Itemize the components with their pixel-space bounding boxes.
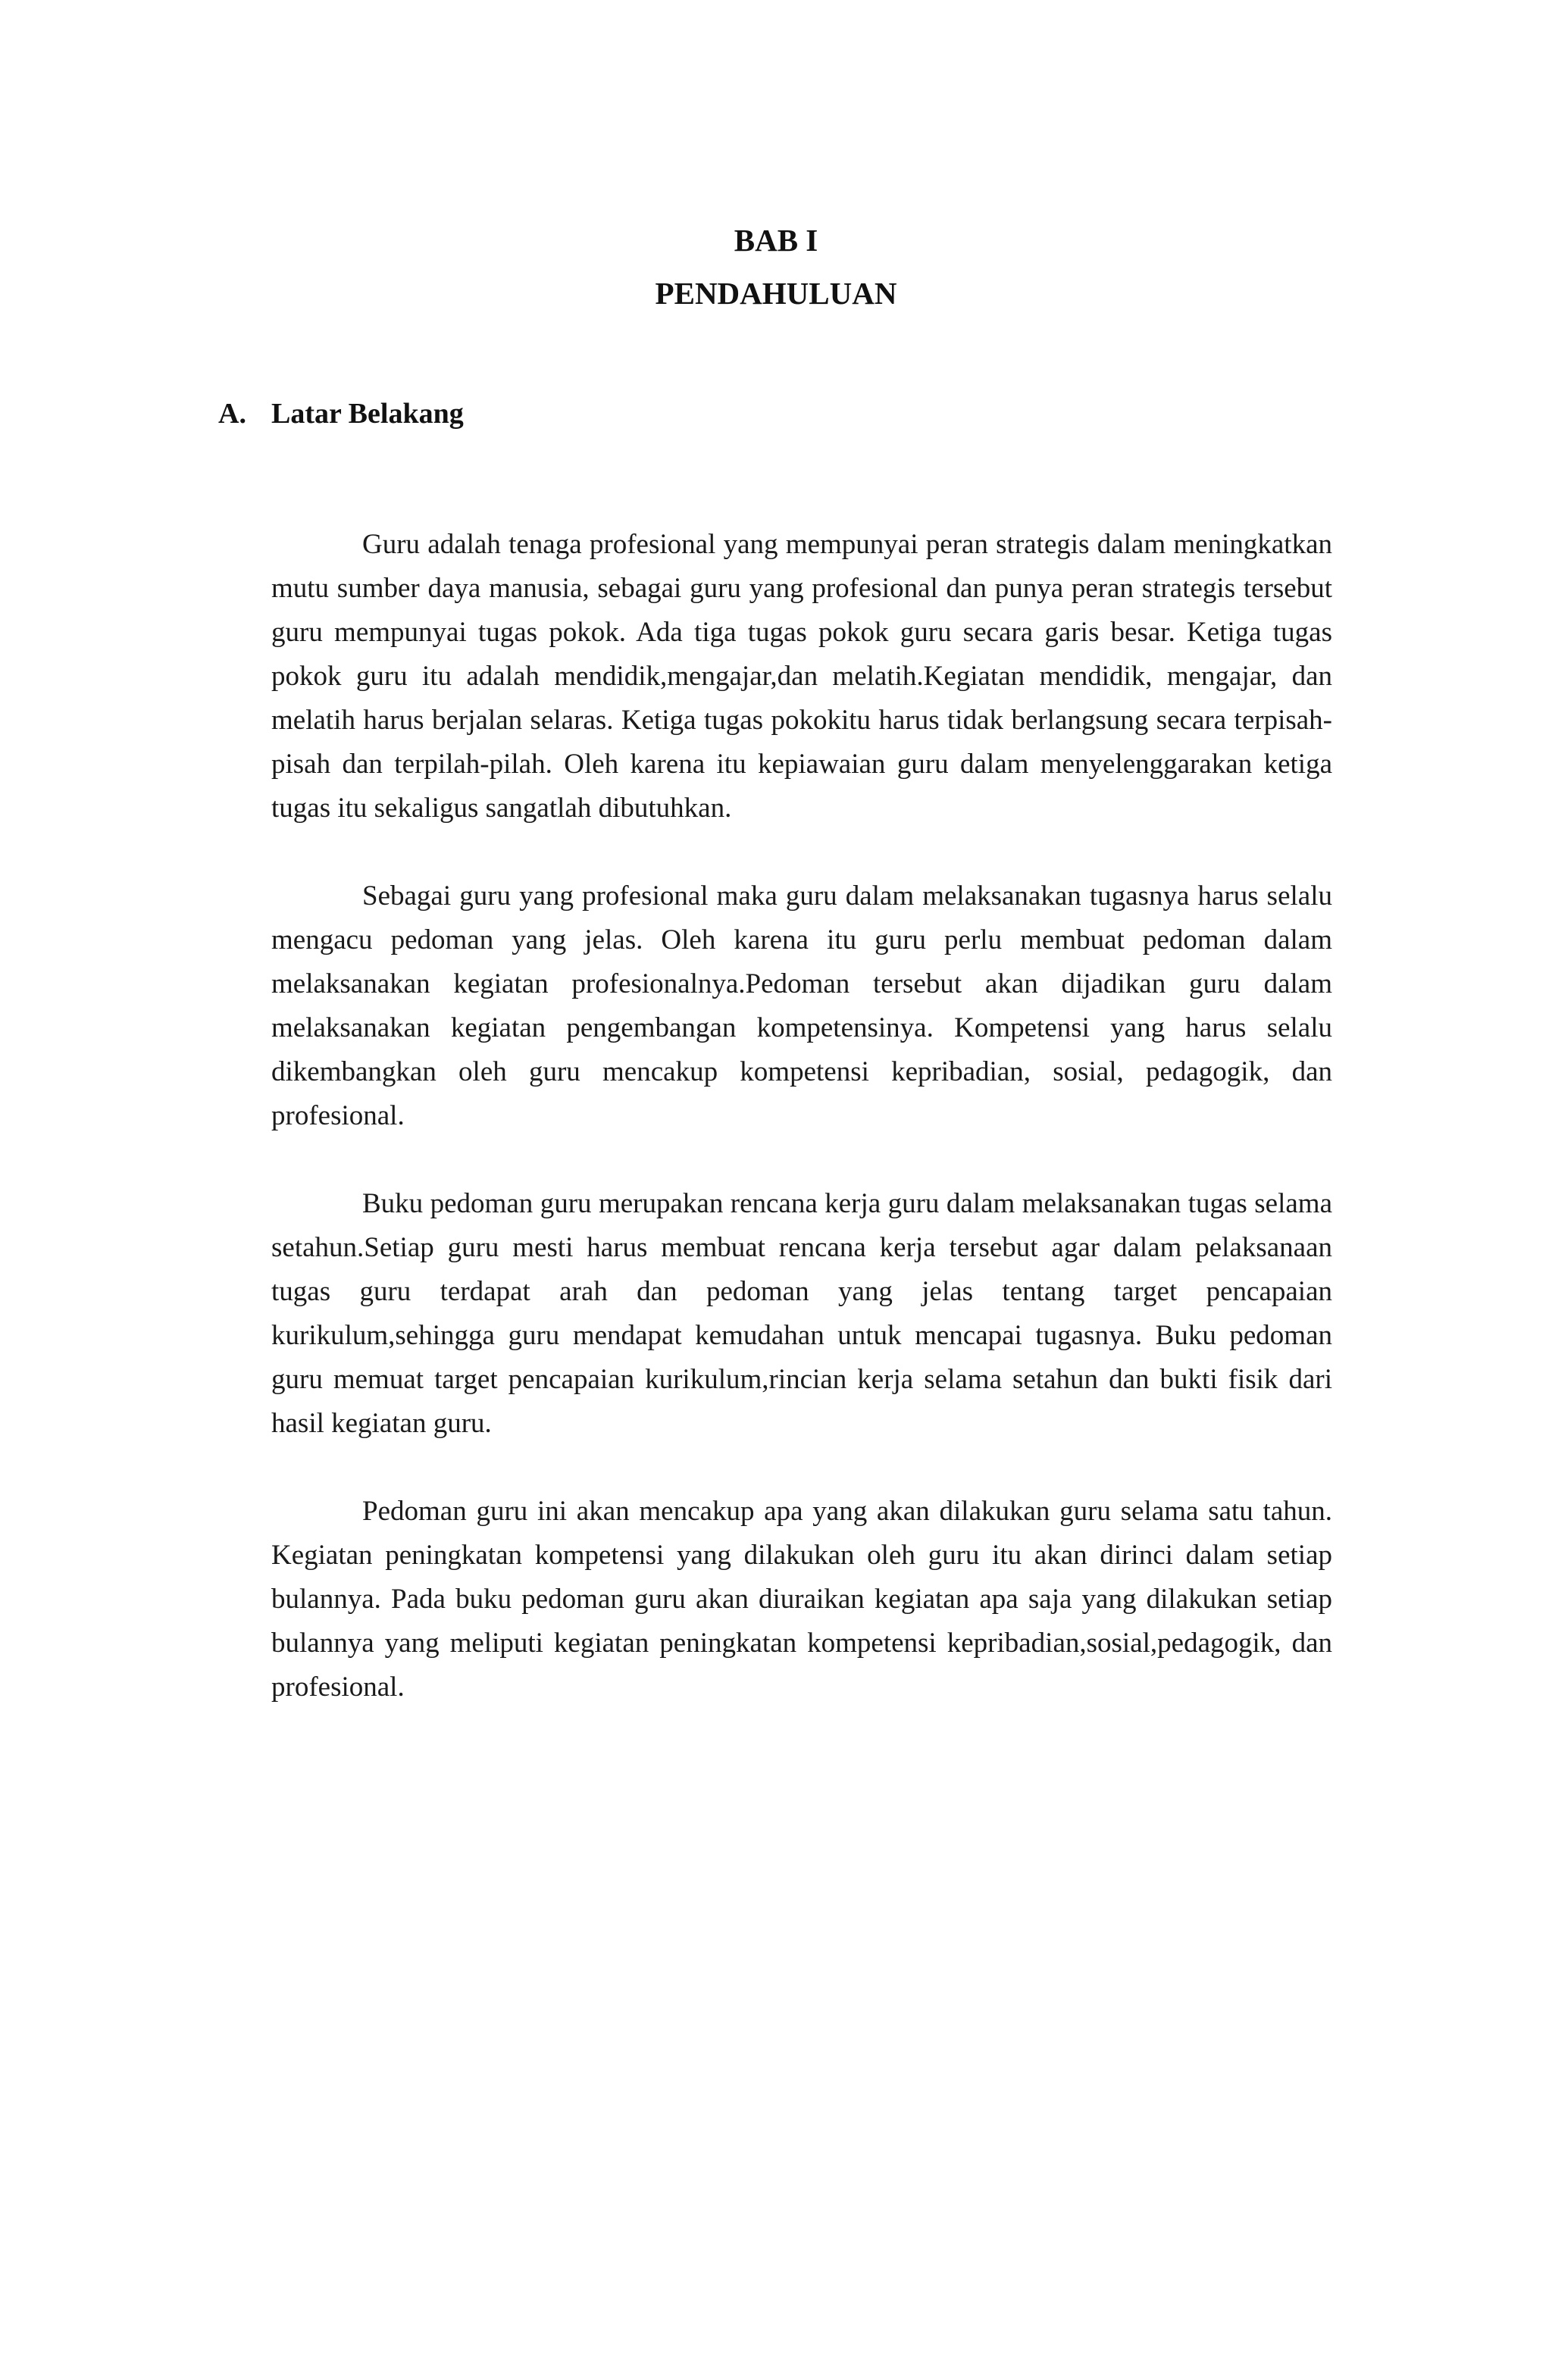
paragraph: Buku pedoman guru merupakan rencana kerja guru dalam melaksanakan tugas selama setahun.Setiap guru mesti harus membuat rencana kerja tersebut agar dalam pelaksanaan tugas guru terdapat arah dan pedoman yang jelas tentang target pencapaian kurikulum,sehingga guru mendapat kemudahan untuk mencapai tugasnya. Buku pedoman guru memuat target pencapaian kurikulum,rincian kerja selama setahun dan bukti fisik dari hasil kegiatan guru. <box>271 1188 1332 1439</box>
chapter-number: BAB I <box>734 223 818 258</box>
section-title: Latar Belakang <box>271 398 464 430</box>
section-heading <box>218 392 464 435</box>
paragraph: Guru adalah tenaga profesional yang mempunyai peran strategis dalam meningkatkan mutu sumber daya manusia, sebagai guru yang profesional dan punya peran strategis tersebut guru mempunyai tugas pokok. Ada tiga tugas pokok guru secara garis besar. Ketiga tugas pokok guru itu adalah mendidik,mengajar,dan melatih.Kegiatan mendidik, mengajar, dan melatih harus berjalan selaras. Ketiga tugas pokokitu harus tidak berlangsung secara terpisah-pisah dan terpilah-pilah. Oleh karena itu kepiawaian guru dalam menyelenggarakan ketiga tugas itu sekaligus sangatlah dibutuhkan. <box>271 529 1332 824</box>
paragraph: Pedoman guru ini akan mencakup apa yang akan dilakukan guru selama satu tahun. Kegiatan peningkatan kompetensi yang dilakukan oleh guru itu akan dirinci dalam setiap bulannya. Pada buku pedoman guru akan diuraikan kegiatan apa saja yang dilakukan setiap bulannya yang meliputi kegiatan peningkatan kompetensi kepribadian,sosial,pedagogik, dan profesional. <box>271 1496 1332 1703</box>
chapter-heading <box>0 214 1552 320</box>
chapter-title: PENDAHULUAN <box>655 276 897 311</box>
body-text <box>271 523 1332 1753</box>
section-number: A. <box>218 398 246 430</box>
paragraph: Sebagai guru yang profesional maka guru dalam melaksanakan tugasnya harus selalu mengacu pedoman yang jelas. Oleh karena itu guru perlu membuat pedoman dalam melaksanakan kegiatan profesionalnya.Pedoman tersebut akan dijadikan guru dalam melaksanakan kegiatan pengembangan kompetensinya. Kompetensi yang harus selalu dikembangkan oleh guru mencakup kompetensi kepribadian, sosial, pedagogik, dan profesional. <box>271 880 1332 1131</box>
